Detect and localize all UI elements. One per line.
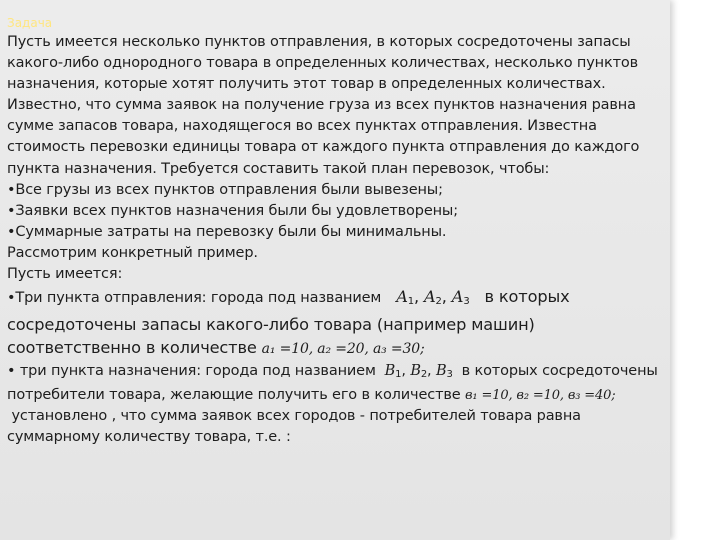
destination-b2-sub: 2 <box>420 369 428 381</box>
destinations-quantity-values: в₁ =10, в₂ =10, в₃ =40; <box>465 388 616 404</box>
slide-header: Задача <box>7 16 53 30</box>
destinations-quantity-text: потребители товара, желающие получить его в количестве <box>7 387 461 404</box>
bullet-line-2: •Заявки всех пунктов назначения были бы удовлетворены; <box>7 202 458 219</box>
conclusion-line-2: суммарному количеству товара, т.е. : <box>7 429 291 446</box>
text-line-4: Известно, что сумма заявок на получение груза из всех пунктов назначения равна <box>7 97 636 114</box>
destinations-intro: • три пункта назначения: города под названием <box>7 363 376 380</box>
destination-b2: B <box>410 363 421 380</box>
destination-b3-sub: 3 <box>446 369 453 381</box>
slide-content <box>7 14 667 449</box>
origins-line-3 <box>7 336 667 361</box>
text-line-example: Рассмотрим конкретный пример. <box>7 244 258 261</box>
origins-quantity-text: соответственно в количестве <box>7 338 257 358</box>
destination-b1-sub: 1 <box>395 369 402 381</box>
origin-a2: A <box>424 287 436 307</box>
destinations-line: • три пункта назначения: города под названием $B_1$, $B_2$, $B_3$ в которых сосредоточены <box>7 363 658 381</box>
origins-line: •Три пункта отправления: города под названием $A_1$, $A_2$, $A_3$ в которых <box>7 287 570 308</box>
text-line-1: Пусть имеется несколько пунктов отправления, в которых сосредоточены запасы <box>7 34 631 50</box>
origin-a1-sub: 1 <box>407 296 414 308</box>
bullet-line-3: •Суммарные затраты на перевозку были бы минимальны. <box>7 223 447 240</box>
text-line-given: Пусть имеется: <box>7 266 123 283</box>
destinations-tail: в которых сосредоточены <box>461 363 658 380</box>
origin-a3-sub: 3 <box>463 296 470 308</box>
destination-b1: B <box>384 363 396 380</box>
conclusion-line-1: установлено , что сумма заявок всех городов - потребителей товара равна <box>7 408 581 425</box>
text-line-3: назначения, которые хотят получить этот товар в определенных количествах. <box>7 76 606 93</box>
text-line-7: пункта назначения. Требуется составить такой план перевозок, чтобы: <box>7 160 550 177</box>
origins-intro: •Три пункта отправления: города под названием <box>7 290 382 307</box>
text-line-5: сумме запасов товара, находящегося во всех пунктах отправления. Известна <box>7 118 597 135</box>
origins-tail: в которых <box>484 287 570 307</box>
destination-b3: B <box>435 363 447 380</box>
destinations-line-2 <box>7 385 667 406</box>
origin-a2-sub: 2 <box>435 296 442 308</box>
text-line-6: стоимость перевозки единицы товара от каждого пункта отправления до каждого <box>7 139 640 156</box>
origins-line-2: сосредоточены запасы какого-либо товара (например машин) <box>7 315 535 335</box>
origin-a3: A <box>451 287 464 307</box>
origin-a1: A <box>396 287 408 307</box>
origins-quantity-values: a₁ =10, a₂ =20, a₃ =30; <box>261 341 425 358</box>
text-line-2: какого-либо однородного товара в определенных количествах, несколько пунктов <box>7 55 638 72</box>
bullet-line-1: •Все грузы из всех пунктов отправления были вывезены; <box>7 181 443 198</box>
